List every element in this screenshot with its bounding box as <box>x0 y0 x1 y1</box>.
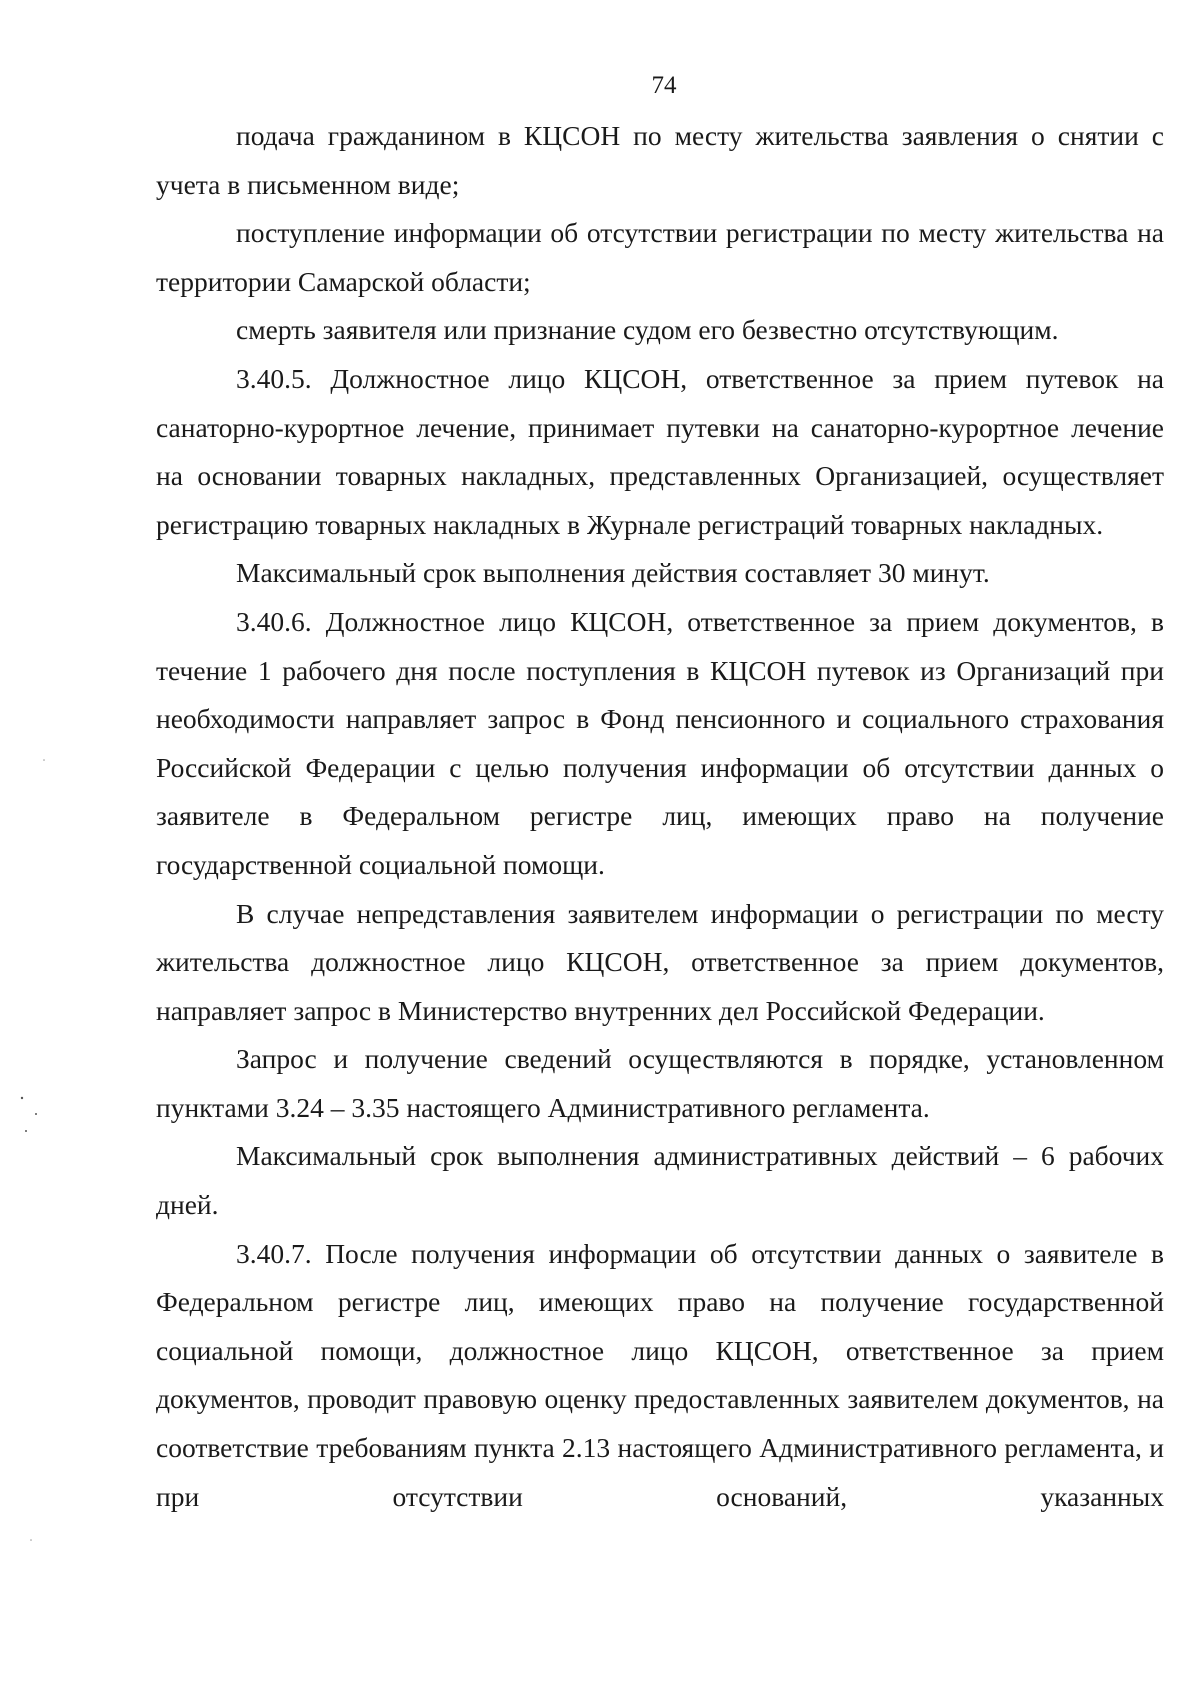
scan-speck <box>21 1097 23 1099</box>
document-body <box>156 112 1164 1521</box>
scan-speck <box>25 1130 27 1132</box>
paragraph-request-procedure: Запрос и получение сведений осуществляются в порядке, установленном пунктами 3.24 – 3.35 настоящего Административного регламента. <box>156 1043 1164 1123</box>
page-number: 74 <box>651 72 677 99</box>
scan-specks <box>0 0 60 1697</box>
paragraph-3-40-5: 3.40.5. Должностное лицо КЦСОН, ответственное за прием путевок на санаторно-курортное лечение, принимает путевки на санаторно-курортное лечение на основании товарных накладных, представленных Организацией, осуществляет регистрацию товарных накладных в Журнале регистраций товарных накладных. <box>156 362 1164 540</box>
scan-speck <box>43 759 45 761</box>
paragraph-deregistration-application: подача гражданином в КЦСОН по месту жительства заявления о снятии с учета в письменном виде; <box>156 120 1164 200</box>
paragraph-mvd-request: В случае непредставления заявителем информации о регистрации по месту жительства должностное лицо КЦСОН, ответственное за прием документов, направляет запрос в Министерство внутренних дел Российской Федерации. <box>156 897 1164 1026</box>
paragraph-3-40-7: 3.40.7. После получения информации об отсутствии данных о заявителе в Федеральном регистре лиц, имеющих право на получение государственной социальной помощи, должностное лицо КЦСОН, ответственное за прием документов, проводит правовую оценку предоставленных заявителем документов, на соответствие требованиям пункта 2.13 настоящего Административного регламента, и при отсутствии оснований, указанных <box>156 1237 1164 1512</box>
paragraph-no-registration-info: поступление информации об отсутствии регистрации по месту жительства на территории Самарской области; <box>156 217 1164 297</box>
scan-speck <box>35 1113 37 1115</box>
paragraph-death-or-missing: смерть заявителя или признание судом его безвестно отсутствующим. <box>236 314 1059 346</box>
paragraph-3-40-6: 3.40.6. Должностное лицо КЦСОН, ответственное за прием документов, в течение 1 рабочего дня после поступления в КЦСОН путевок из Организаций при необходимости направляет запрос в Фонд пенсионного и социального страхования Российской Федерации с целью получения информации об отсутствии данных о заявителе в Федеральном регистре лиц, имеющих право на получение государственной социальной помощи. <box>156 605 1164 880</box>
scan-speck <box>30 1539 32 1541</box>
paragraph-max-time-30-min: Максимальный срок выполнения действия составляет 30 минут. <box>236 557 990 589</box>
paragraph-max-time-6-days: Максимальный срок выполнения административных действий – 6 рабочих дней. <box>156 1140 1164 1221</box>
